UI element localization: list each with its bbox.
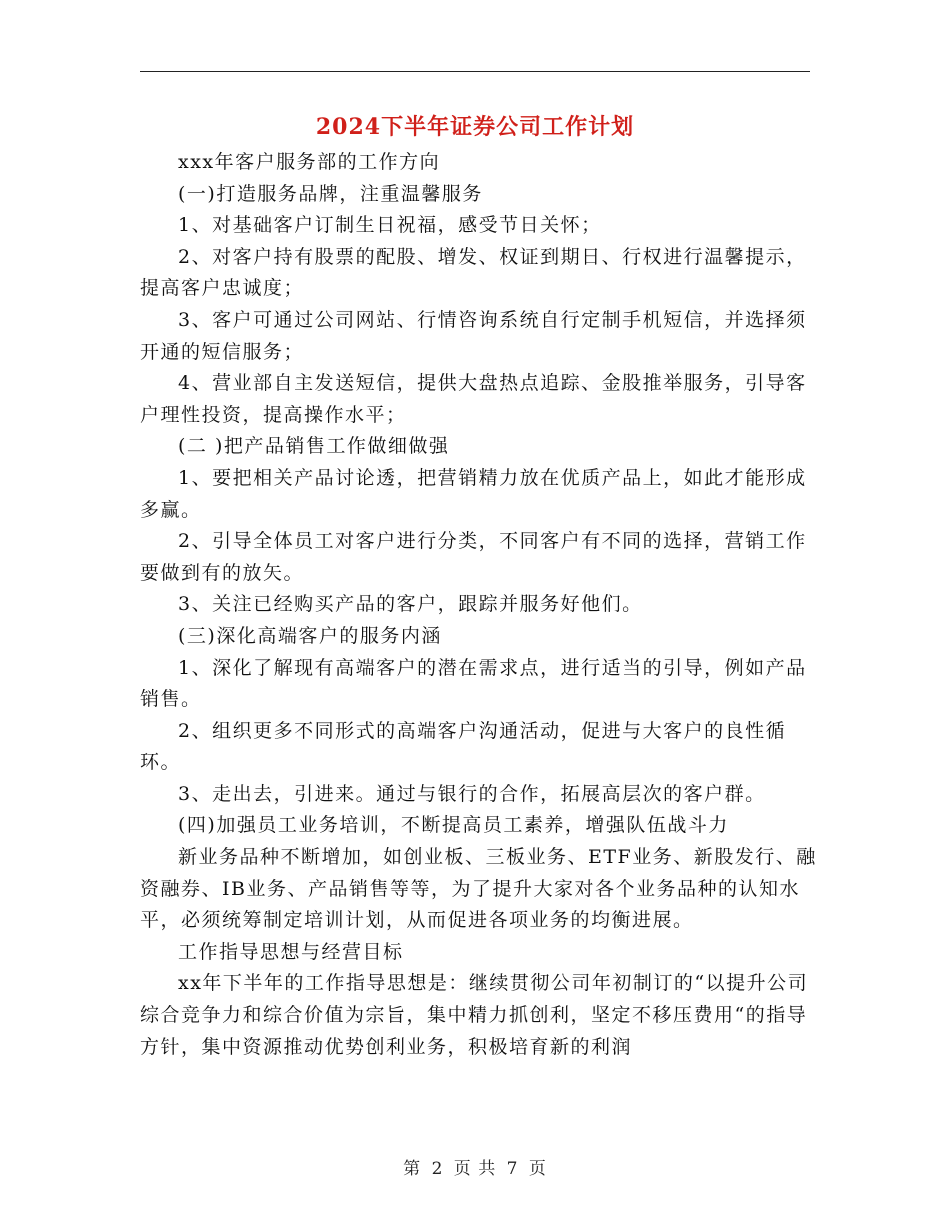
paragraph-heading-direction: xxx年客户服务部的工作方向 bbox=[178, 151, 441, 173]
paragraph-section-4: (四)加强员工业务培训，不断提高员工素养，增强队伍战斗力 bbox=[178, 814, 729, 837]
document-title: 2024下半年证券公司工作计划 bbox=[315, 114, 635, 140]
document-body bbox=[140, 147, 820, 1063]
paragraph-item: 1、对基础客户订制生日祝福，感受节日关怀； bbox=[178, 214, 602, 237]
paragraph-item: 3、客户可通过公司网站、行情咨询系统自行定制手机短信，并选择须开通的短信服务； bbox=[140, 308, 807, 363]
paragraph-item: 3、走出去，引进来。通过与银行的合作，拓展高层次的客户群。 bbox=[178, 782, 766, 805]
paragraph-item: 1、要把相关产品讨论透，把营销精力放在优质产品上，如此才能形成多赢。 bbox=[140, 466, 807, 521]
footer-prefix: 第 bbox=[403, 1159, 422, 1179]
paragraph-training: 新业务品种不断增加，如创业板、三板业务、ETF业务、新股发行、融资融券、IB业务、产品销售等等，为了提升大家对各个业务品种的认知水平，必须统筹制定培训计划，从而促进各项业务的均衡进展。 bbox=[140, 846, 817, 932]
paragraph-item: 2、组织更多不同形式的高端客户沟通活动，促进与大客户的良性循环。 bbox=[140, 719, 787, 774]
paragraph-item: 2、引导全体员工对客户进行分类，不同客户有不同的选择，营销工作要做到有的放矢。 bbox=[140, 530, 807, 584]
paragraph-section-2: (二 )把产品销售工作做细做强 bbox=[178, 435, 450, 458]
paragraph-item: 1、深化了解现有高端客户的潜在需求点，进行适当的引导，例如产品销售。 bbox=[140, 656, 807, 711]
header-rule bbox=[140, 71, 810, 72]
footer-suffix: 页 bbox=[528, 1159, 547, 1179]
paragraph-item: 2、对客户持有股票的配股、增发、权证到期日、行权进行温馨提示，提高客户忠诚度； bbox=[140, 245, 807, 300]
paragraph-item: 3、关注已经购买产品的客户，跟踪并服务好他们。 bbox=[178, 593, 643, 616]
paragraph-heading-guidance: 工作指导思想与经营目标 bbox=[178, 940, 404, 963]
footer-total-pages: 7 bbox=[506, 1159, 519, 1179]
paragraph-section-3: (三)深化高端客户的服务内涵 bbox=[178, 624, 442, 647]
paragraph-item: 4、营业部自主发送短信，提供大盘热点追踪、金股推举服务，引导客户理性投资，提高操作水平； bbox=[140, 372, 807, 426]
page-footer bbox=[0, 1154, 950, 1179]
footer-page-number: 2 bbox=[431, 1159, 444, 1179]
paragraph-guidance: xx年下半年的工作指导思想是：继续贯彻公司年初制订的“以提升公司综合竞争力和综合价值为宗旨，集中精力抓创利，坚定不移压费用“的指导方针，集中资源推动优势创利业务，积极培育新的利润 bbox=[140, 972, 809, 1058]
footer-middle: 页 共 bbox=[453, 1159, 497, 1179]
paragraph-section-1: (一)打造服务品牌，注重温馨服务 bbox=[178, 182, 483, 205]
